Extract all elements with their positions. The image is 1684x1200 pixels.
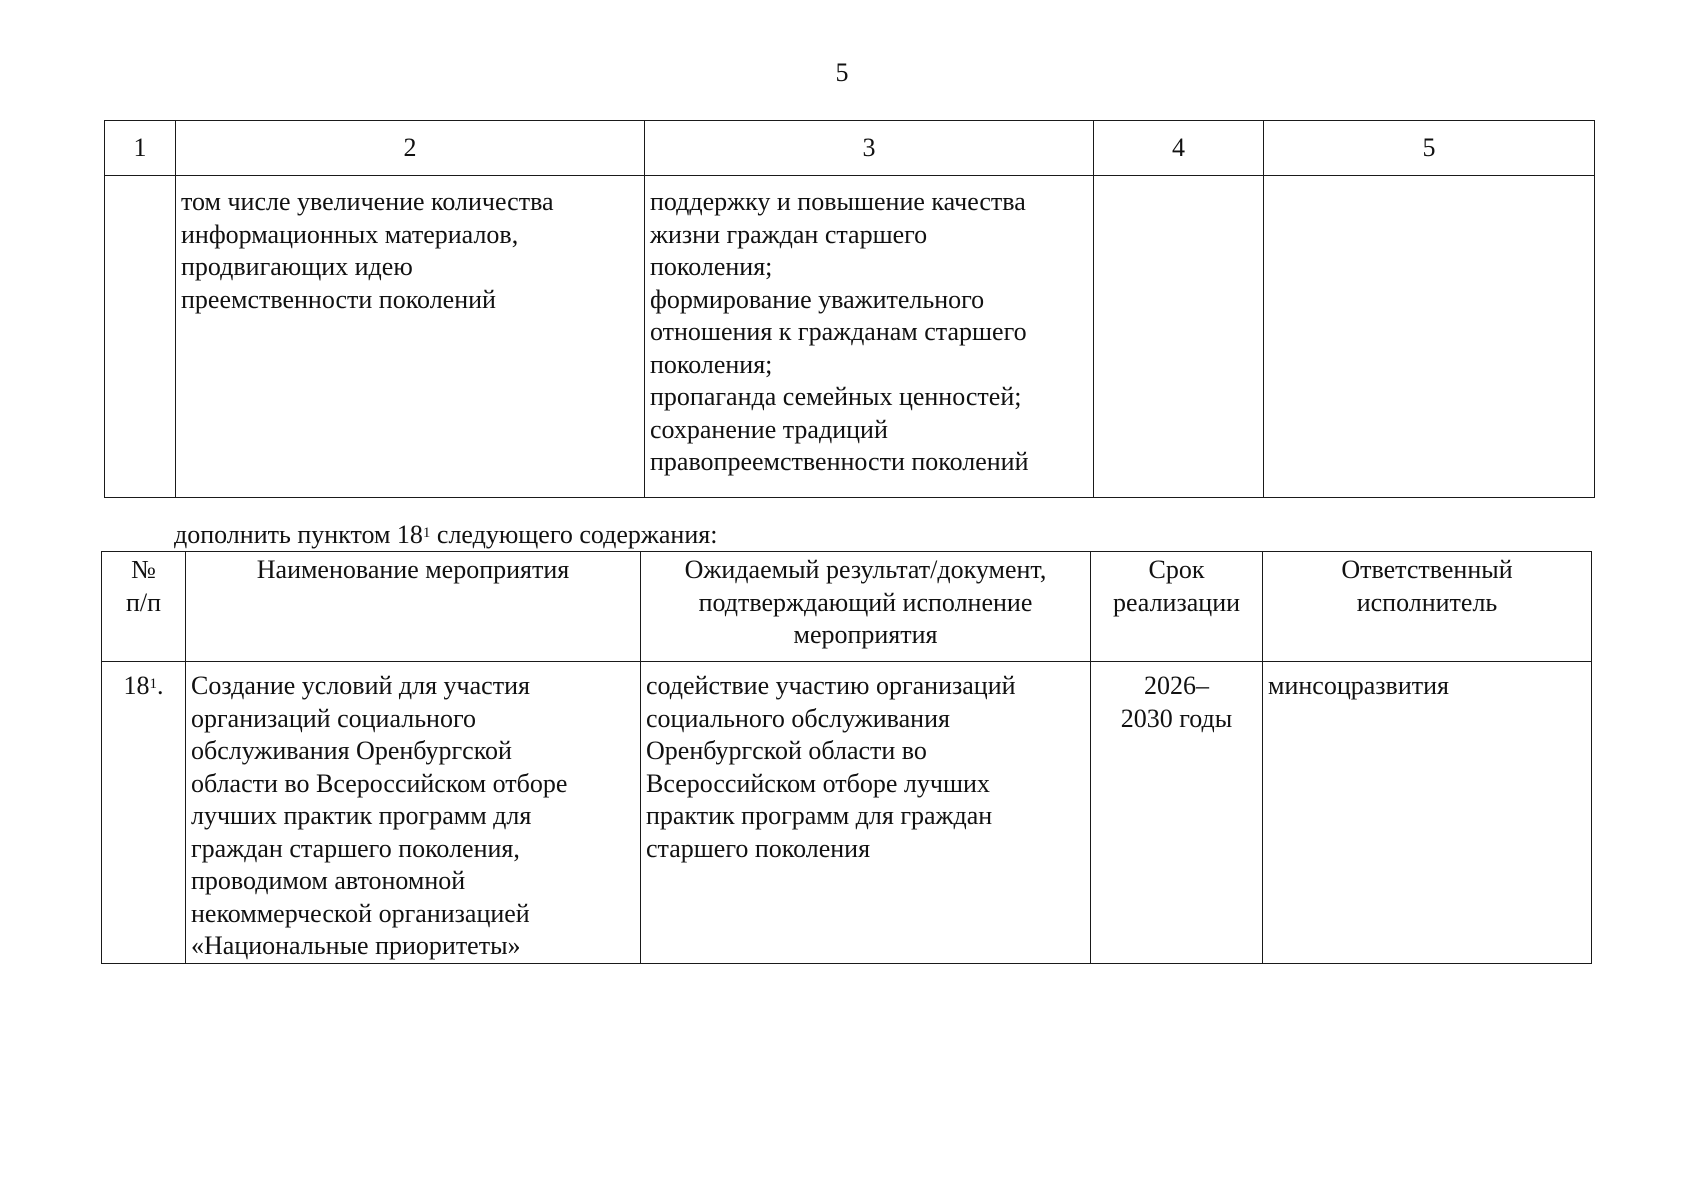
- continued-table: [104, 120, 1595, 498]
- column-number-cell: 5: [1264, 121, 1595, 176]
- insert-instruction-text: дополнить пунктом 18: [174, 520, 423, 549]
- column-number-cell: 4: [1094, 121, 1264, 176]
- insert-instruction-superscript: 1: [422, 525, 431, 541]
- column-number-cell: 2: [176, 121, 645, 176]
- insert-instruction-tail: следующего содержания:: [430, 520, 718, 549]
- row-number: 18: [123, 671, 150, 700]
- responsible-cell: [1264, 176, 1595, 498]
- header-expected-result: Ожидаемый результат/документ, подтверждающий исполнение мероприятия: [641, 552, 1091, 662]
- term-cell: [1094, 176, 1264, 498]
- header-measure-name: Наименование мероприятия: [186, 552, 641, 662]
- measure-name-cell: том числе увеличение количества информационных материалов, продвигающих идею преемственности поколений: [176, 176, 645, 498]
- header-row: [102, 552, 1592, 662]
- column-number-row: [105, 121, 1595, 176]
- table-row: [105, 176, 1595, 498]
- page-number: 5: [835, 58, 849, 87]
- header-term: Срок реализации: [1091, 552, 1263, 662]
- row-number-suffix: .: [157, 671, 164, 700]
- term-cell: 2026– 2030 годы: [1091, 662, 1263, 964]
- column-number-cell: 1: [105, 121, 176, 176]
- expected-result-cell: поддержку и повышение качества жизни граждан старшего поколения; формирование уважительного отношения к гражданам старшего поколения; пропаганда семейных ценностей; сохранение традиций правопреемственности поколений: [645, 176, 1094, 498]
- new-item-table: [101, 551, 1592, 964]
- insert-instruction: [174, 519, 717, 551]
- row-number-superscript: 1: [149, 676, 157, 692]
- expected-result-cell: содействие участию организаций социального обслуживания Оренбургской области во Всероссийском отборе лучших практик программ для граждан старшего поколения: [641, 662, 1091, 964]
- row-number-cell: [102, 662, 186, 964]
- measure-name-cell: Создание условий для участия организаций социального обслуживания Оренбургской области во Всероссийском отборе лучших практик программ для граждан старшего поколения, проводимом автономной некоммерческой организацией «Национальные приоритеты»: [186, 662, 641, 964]
- table-row: [102, 662, 1592, 964]
- header-responsible: Ответственный исполнитель: [1263, 552, 1592, 662]
- row-number-cell: [105, 176, 176, 498]
- responsible-cell: минсоцразвития: [1263, 662, 1592, 964]
- column-number-cell: 3: [645, 121, 1094, 176]
- header-number: № п/п: [102, 552, 186, 662]
